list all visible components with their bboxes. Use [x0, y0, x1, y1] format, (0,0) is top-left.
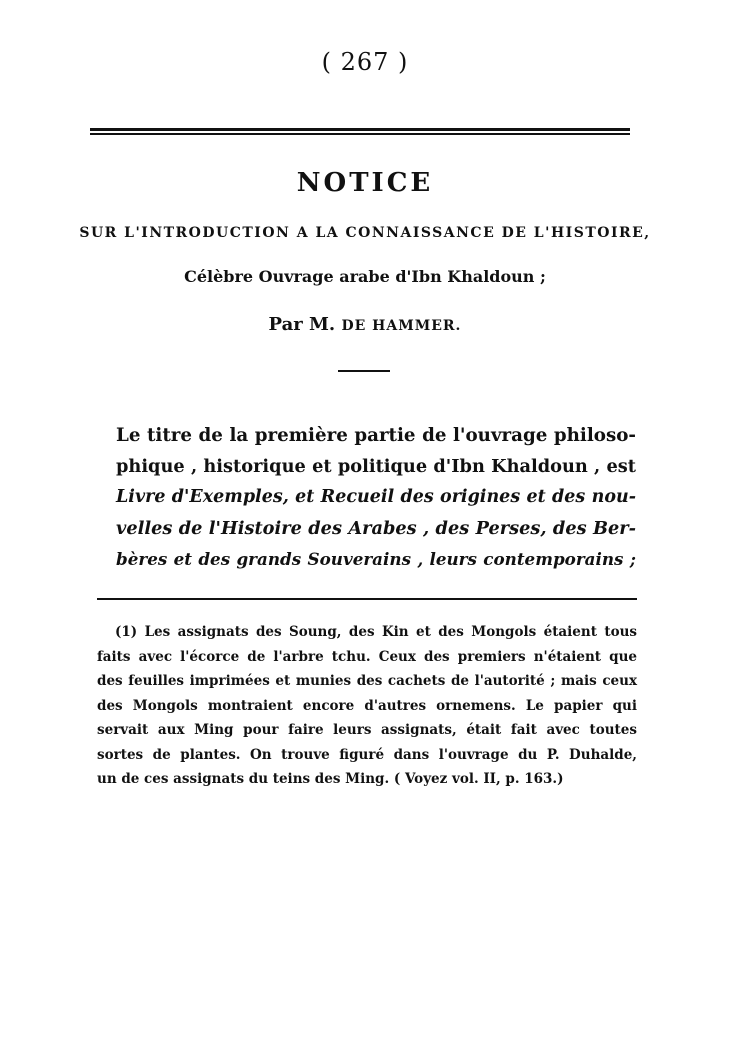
footnote-line: un de ces assignats du teins des Ming. ( Voyez vol. II, p. 163.): [97, 771, 564, 787]
footnote-line: faits avec l'écorce de l'arbre tchu. Ceux des premiers n'étaient que: [97, 648, 637, 665]
footnote-line: des Mongols montraient encore d'autres ornemens. Le papier qui: [97, 697, 637, 714]
footnote-line: servait aux Ming pour faire leurs assignats, était fait avec toutes: [97, 722, 637, 738]
footnote-rule: [97, 598, 637, 600]
subtitle-line-2: Célèbre Ouvrage arabe d'Ibn Khaldoun ;: [184, 267, 546, 286]
subtitle-line-1: SUR L'INTRODUCTION A LA CONNAISSANCE DE L'HISTOIRE,: [79, 225, 651, 241]
footnote-line: des feuilles imprimées et munies des cachets de l'autorité ; mais ceux: [97, 673, 637, 689]
footnote-line: (1) Les assignats des Soung, des Kin et des Mongols étaient tous: [115, 624, 637, 640]
body-line: Le titre de la première partie de l'ouvrage philoso-: [116, 425, 636, 446]
body-line: velles de l'Histoire des Arabes , des Perses, des Ber-: [116, 518, 636, 539]
footnote: [97, 620, 637, 792]
body-line: Livre d'Exemples, et Recueil des origines et des nou-: [116, 487, 636, 507]
footnote-line: sortes de plantes. On trouve figuré dans l'ouvrage du P. Duhalde,: [97, 746, 637, 763]
body-line: phique , historique et politique d'Ibn Khaldoun , est: [116, 456, 636, 477]
title-separator: [338, 370, 390, 372]
author-line: [0, 314, 730, 335]
header-double-rule: [90, 128, 630, 135]
body-paragraph: [116, 420, 636, 575]
page-number: ( 267 ): [321, 48, 409, 76]
body-line: bères et des grands Souverains , leurs contemporains ;: [116, 549, 636, 569]
notice-title: NOTICE: [296, 168, 434, 198]
author-prefix: Par M.: [268, 314, 336, 335]
author-name: DE HAMMER.: [341, 318, 462, 334]
